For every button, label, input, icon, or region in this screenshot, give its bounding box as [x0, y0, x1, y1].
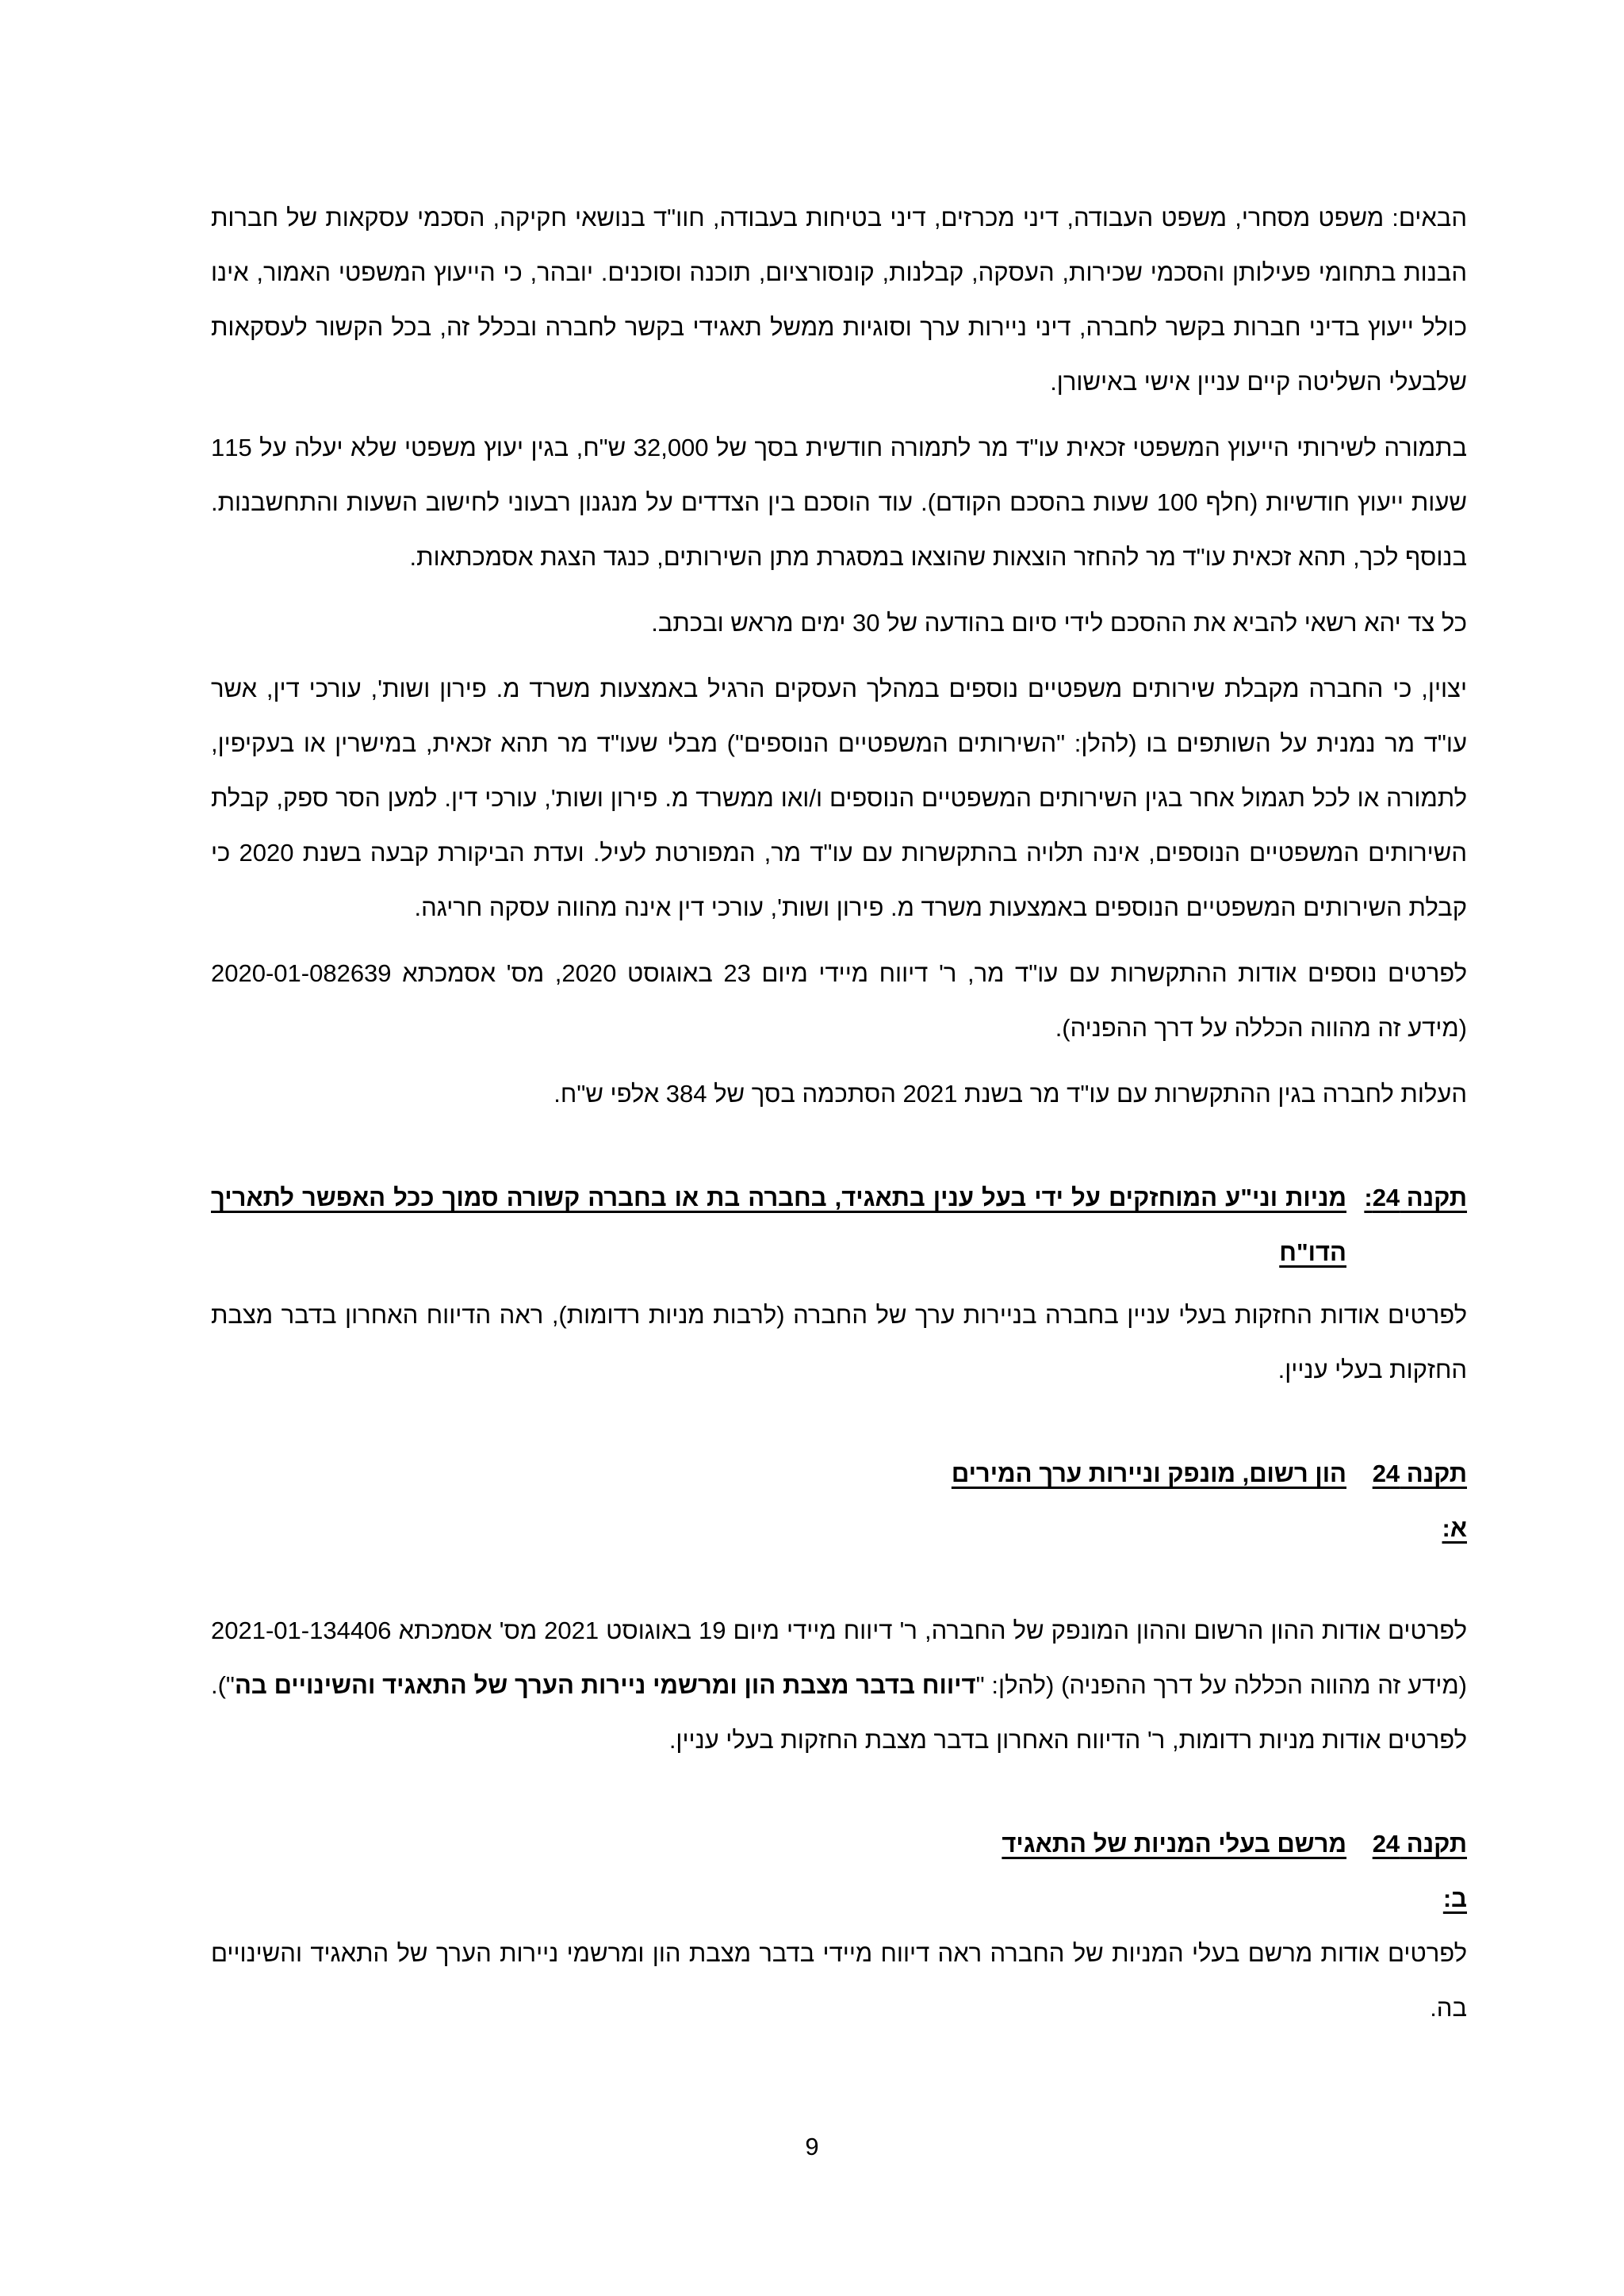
paragraph-shareholder-register: לפרטים אודות מרשם בעלי המניות של החברה ראה דיווח מיידי בדבר מצבת הון ומרשמי ניירות הערך של התאגיד והשינויים בה.: [211, 1939, 1467, 2022]
paragraph-legal-services-scope: הבאים: משפט מסחרי, משפט העבודה, דיני מכרזים, דיני בטיחות בעבודה, חוו"ד בנושאי חקיקה, הסכמי עסקאות של חברות הבנות בתחומי פעילותן והסכמי שכירות, העסקה, קבלנות, קונסורציום, תוכנה וסוכנים. יובהר, כי הייעוץ המשפטי האמור, אינו כולל ייעוץ בדיני חברות בקשר לחברה, דיני ניירות ערך וסוגיות ממשל תאגידי בקשר לחברה ובכלל זה, בכל הקשור לעסקאות שלבעלי השליטה קיים עניין אישי באישורן.: [211, 204, 1467, 396]
share-capital-text-end: "). לפרטים אודות מניות רדומות, ר' הדיווח האחרון בדבר מצבת החזקות בעלי עניין.: [211, 1671, 1467, 1754]
section-heading-regulation-24b: [211, 1816, 1467, 1926]
section-number: תקנה 24:: [1364, 1184, 1467, 1211]
paragraph-engagement-cost: העלות לחברה בגין ההתקשרות עם עו"ד מר בשנת 2021 הסתכמה בסך של 384 אלפי ש"ח.: [553, 1080, 1467, 1108]
section-number: תקנה 24 ב:: [1372, 1830, 1467, 1912]
document-page: [211, 190, 1467, 2035]
share-capital-defined-term: דיווח בדבר מצבת הון ומרשמי ניירות הערך של התאגיד והשינויים בה: [234, 1671, 976, 1699]
paragraph-interested-party-holdings: לפרטים אודות החזקות בעלי עניין בחברה בניירות ערך של החברה (לרבות מניות רדומות), ראה הדיווח האחרון בדבר מצבת החזקות בעלי עניין.: [211, 1301, 1467, 1383]
paragraph-engagement-details: לפרטים נוספים אודות ההתקשרות עם עו"ד מר, ר' דיווח מיידי מיום 23 באוגוסט 2020, מס' אסמכתא 2020-01-082639 (מידע זה מהווה הכללה על דרך ההפניה).: [211, 959, 1467, 1042]
section-number: תקנה 24 א:: [1372, 1460, 1467, 1542]
section-title: הון רשום, מונפק וניירות ערך המירים: [951, 1460, 1346, 1487]
section-title: מניות וני"ע המוחזקים על ידי בעל ענין בתאגיד, בחברה בת או בחברה קשורה סמוך ככל האפשר לתאריך הדו"ח: [211, 1184, 1346, 1266]
section-heading-regulation-24a: [211, 1446, 1467, 1556]
section-title: מרשם בעלי המניות של התאגיד: [1002, 1830, 1346, 1858]
paragraph-share-capital: [211, 1603, 1467, 1767]
paragraph-consideration: בתמורה לשירותי הייעוץ המשפטי זכאית עו"ד מר לתמורה חודשית בסך של 32,000 ש"ח, בגין יעוץ משפטי שלא יעלה על 115 שעות ייעוץ חודשיות (חלף 100 שעות בהסכם הקודם). עוד הוסכם בין הצדדים על מנגנון רבעוני לחישוב השעות והתחשבנות. בנוסף לכך, תהא זכאית עו"ד מר להחזר הוצאות שהוצאו במסגרת מתן השירותים, כנגד הצגת אסמכתאות.: [211, 434, 1467, 571]
paragraph-additional-legal-services: יצוין, כי החברה מקבלת שירותים משפטיים נוספים במהלך העסקים הרגיל באמצעות משרד מ. פירון ושות', עורכי דין, אשר עו"ד מר נמנית על השותפים בו (להלן: "השירותים המשפטיים הנוספים") מבלי שעו"ד מר תהא זכאית, במישרין או בעקיפין, לתמורה או לכל תגמול אחר בגין השירותים המשפטיים הנוספים ו/ואו ממשרד מ. פירון ושות', עורכי דין. למען הסר ספק, קבלת השירותים המשפטיים הנוספים, אינה תלויה בהתקשרות עם עו"ד מר, המפורטת לעיל. ועדת הביקורת קבעה בשנת 2020 כי קבלת השירותים המשפטיים הנוספים באמצעות משרד מ. פירון ושות', עורכי דין אינה מהווה עסקה חריגה.: [211, 675, 1468, 921]
share-capital-text-start: לפרטים אודות ההון הרשום וההון המונפק של החברה, ר' דיווח מיידי מיום 19 באוגוסט 2021 מס' אסמכתא 2021-01-134406 (מידע זה מהווה הכללה על דרך ההפניה) (להלן: ": [211, 1617, 1467, 1699]
paragraph-termination: כל צד יהא רשאי להביא את ההסכם לידי סיום בהודעה של 30 ימים מראש ובכתב.: [651, 609, 1467, 637]
section-heading-regulation-24: [211, 1170, 1467, 1280]
page-number: 9: [805, 2133, 819, 2160]
